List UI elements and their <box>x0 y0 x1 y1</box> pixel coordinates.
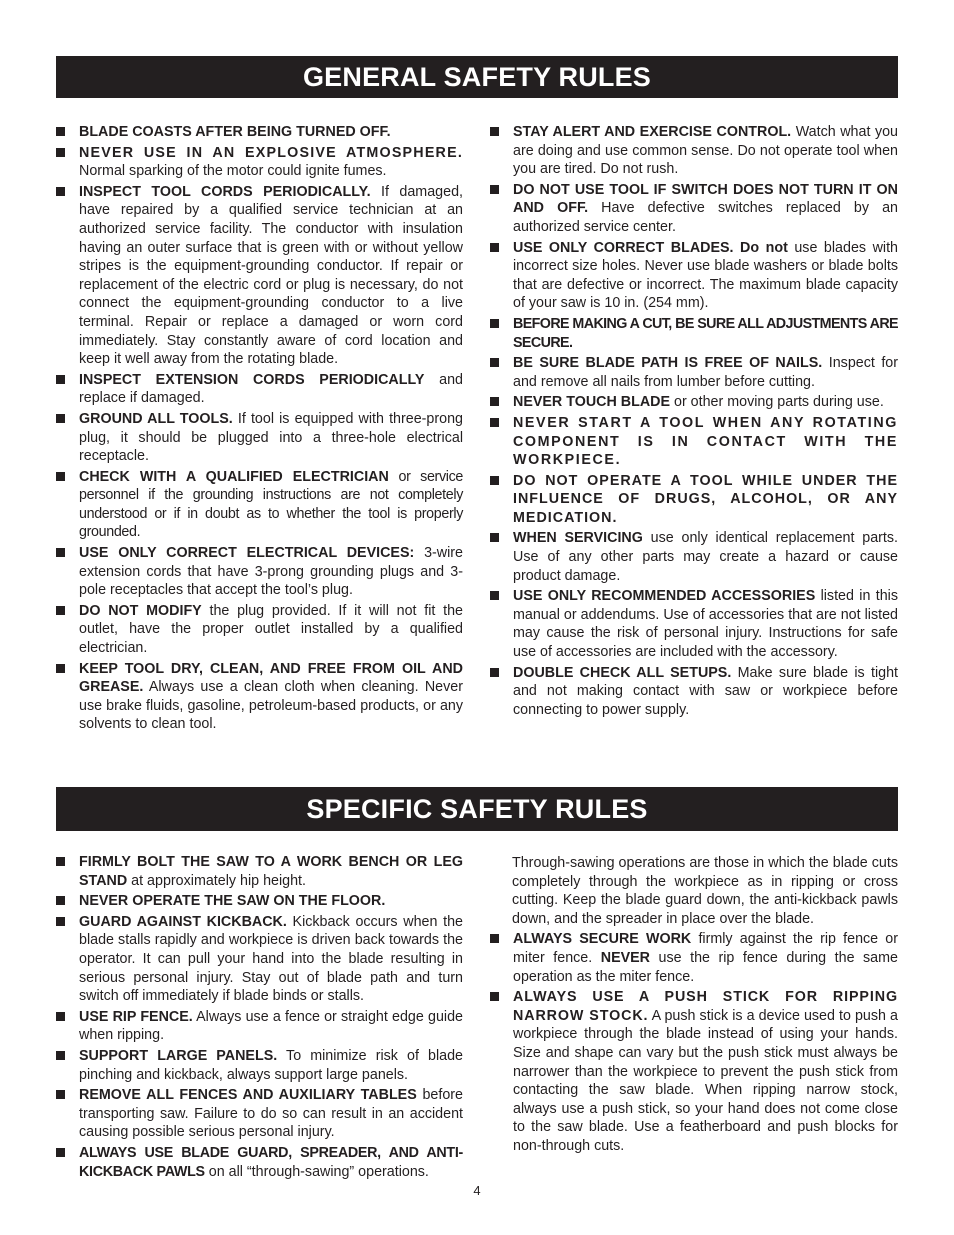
square-bullet-icon <box>490 476 499 485</box>
square-bullet-icon <box>56 917 65 926</box>
rule-text: on all “through-sawing” operations. <box>204 1163 429 1180</box>
square-bullet-icon <box>56 127 65 136</box>
specific-safety-rules-heading: SPECIFIC SAFETY RULES <box>56 787 898 831</box>
rule-item <box>490 529 898 585</box>
rule-item <box>56 892 463 911</box>
rule-item <box>490 393 898 412</box>
rule-text: or other moving parts during use. <box>670 394 884 411</box>
rule-lead: USE RIP FENCE. <box>79 1008 193 1025</box>
rule-text: Always use a fence or straight edge guide when ripping. <box>79 1008 463 1044</box>
rule-lead: BE SURE BLADE PATH IS FREE OF NAILS. <box>513 355 823 372</box>
square-bullet-icon <box>490 243 499 252</box>
rule-item <box>490 354 898 391</box>
square-bullet-icon <box>56 148 65 157</box>
rule-lead: ALWAYS SECURE WORK <box>513 931 692 948</box>
rule-item <box>490 587 898 661</box>
square-bullet-icon <box>490 533 499 542</box>
rule-item <box>56 602 463 658</box>
rule-text: use blades with incorrect size holes. Never use blade washers or blade bolts that are defective or incorrect. The maximum blade capacity of your saw is 10 in. (254 mm). <box>513 239 898 312</box>
square-bullet-icon <box>56 1012 65 1021</box>
rule-lead: BLADE COASTS AFTER BEING TURNED OFF. <box>79 124 391 140</box>
rule-emphasis: NEVER <box>600 949 651 966</box>
rule-item <box>56 1144 463 1181</box>
square-bullet-icon <box>490 127 499 136</box>
rule-item <box>56 144 463 181</box>
square-bullet-icon <box>56 414 65 423</box>
rule-text: Have defective switches replaced by an authorized service center. <box>513 200 898 235</box>
rule-lead: NEVER START A TOOL WHEN ANY ROTATING COMPONENT IS IN CONTACT WITH THE WORKPIECE. <box>513 414 898 469</box>
square-bullet-icon <box>490 992 499 1001</box>
specific-rules-left-column <box>56 853 463 1183</box>
through-sawing-paragraph: Through-sawing operations are those in which the blade cuts completely through the workpiece as in ripping or cross cutting. Keep the blade guard down, the anti-kickback pawls down, and the spreader in place over the blade. <box>512 855 898 927</box>
square-bullet-icon <box>56 548 65 557</box>
rule-item <box>490 315 898 352</box>
rule-lead: DO NOT OPERATE A TOOL WHILE UNDER THE INFLUENCE OF DRUGS, ALCOHOL, OR ANY MEDICATION. <box>513 472 898 526</box>
rule-item <box>490 472 898 528</box>
rule-item <box>490 414 898 470</box>
rule-lead: DOUBLE CHECK ALL SETUPS. <box>513 664 732 681</box>
square-bullet-icon <box>56 857 65 866</box>
rule-lead: DO NOT USE TOOL IF SWITCH DOES NOT TURN IT ON AND OFF. <box>513 181 898 217</box>
rule-text: or service personnel if the grounding instructions are not completely understood or if in doubt as to whether the tool is properly grounded. <box>79 468 463 541</box>
rule-item <box>56 1047 463 1084</box>
rule-item <box>490 930 898 986</box>
square-bullet-icon <box>56 606 65 615</box>
rule-text: before transporting saw. Failure to do so can result in an accident causing possible serious personal injury. <box>79 1087 463 1141</box>
rule-item <box>56 468 463 542</box>
square-bullet-icon <box>490 668 499 677</box>
rule-text: use the rip fence during the same operation as the miter fence. <box>513 949 898 985</box>
rule-text: Kickback occurs when the blade stalls rapidly and workpiece is driven back towards the operator. It can pull your hand into the blade resulting in serious personal injury. Stay out of blade path and turn switch off immediately if blade binds or stalls. <box>79 913 463 1005</box>
rule-lead: WHEN SERVICING <box>513 530 643 547</box>
rule-item <box>490 181 898 237</box>
rule-item <box>56 123 463 142</box>
rule-text: use only identical replacement parts. Use of any other parts may create a hazard or cause product damage. <box>513 530 899 584</box>
square-bullet-icon <box>490 591 499 600</box>
specific-rules-right-column <box>490 854 898 1158</box>
rule-text: Always use a clean cloth when cleaning. Never use brake fluids, gasoline, petroleum-based products, or any solvents to clean tool. <box>79 679 463 733</box>
square-bullet-icon <box>490 358 499 367</box>
rule-text: listed in this manual or addendums. Use of accessories that are not listed may cause the risk of personal injury. Instructions for safe use of accessories are included with the accessory. <box>513 588 898 661</box>
square-bullet-icon <box>490 397 499 406</box>
rule-lead: ALWAYS USE BLADE GUARD, SPREADER, AND ANTI-KICKBACK PAWLS <box>79 1144 463 1180</box>
page-number: 4 <box>473 1183 481 1198</box>
rule-item <box>56 913 463 1006</box>
rule-text: Normal sparking of the motor could ignite fumes. <box>79 163 387 180</box>
rule-text: A push stick is a device used to push a workpiece through the blade instead of using your hands. Size and shape can vary but the push stick must always be narrower than the workpiece to prevent the push stick from contacting the saw blade. When ripping narrow stock, always use a push stick, so your hand does not come close to the saw blade. Use a featherboard and push blocks for non-through cuts. <box>513 1007 898 1154</box>
general-rules-right-column <box>490 123 898 721</box>
rule-lead: INSPECT EXTENSION CORDS PERIODICALLY <box>79 371 425 388</box>
rule-text: Watch what you are doing and use common sense. Do not operate tool when you are tired. Do not rush. <box>513 124 898 178</box>
rule-item <box>56 544 463 600</box>
square-bullet-icon <box>56 896 65 905</box>
rule-item <box>56 1086 463 1142</box>
general-safety-rules-heading: GENERAL SAFETY RULES <box>56 56 898 98</box>
rule-lead: GUARD AGAINST KICKBACK. <box>79 913 287 930</box>
square-bullet-icon <box>56 1090 65 1099</box>
square-bullet-icon <box>490 934 499 943</box>
rule-item <box>56 371 463 408</box>
rule-item <box>56 410 463 466</box>
rule-lead: USE ONLY RECOMMENDED ACCESSORIES <box>513 588 816 605</box>
rule-lead: KEEP TOOL DRY, CLEAN, AND FREE FROM OIL AND GREASE. <box>79 660 463 696</box>
rule-text: If damaged, have repaired by a qualified service technician at an authorized service facility. The conductor with insulation having an outer surface that is green with or without yellow stripes is the equipment-grounding conductor. If repair or replacement of the electric cord or plug is necessary, do not connect the equipment-grounding conductor to a live terminal. Repair or replace a damaged or worn cord immediately. Stay constantly aware of cord location and keep it well away from the rotating blade. <box>79 183 463 368</box>
rule-item <box>490 988 898 1155</box>
rule-lead: NEVER USE IN AN EXPLOSIVE ATMOSPHERE. <box>79 144 463 161</box>
rule-lead: ALWAYS USE A PUSH STICK FOR RIPPING NARROW STOCK. <box>513 989 898 1024</box>
rule-item <box>490 239 898 313</box>
square-bullet-icon <box>56 1148 65 1157</box>
rule-text: Make sure blade is tight and not making contact with saw or workpiece before connecting to power supply. <box>513 664 898 718</box>
rule-lead: SUPPORT LARGE PANELS. <box>79 1047 278 1064</box>
square-bullet-icon <box>56 1051 65 1060</box>
rule-text: 3-wire extension cords that have 3-prong grounding plugs and 3-pole receptacles that accept the tool’s plug. <box>79 545 463 599</box>
rule-item <box>56 660 463 734</box>
rule-lead: USE ONLY CORRECT ELECTRICAL DEVICES: <box>79 545 415 562</box>
rule-lead: DO NOT MODIFY <box>79 602 202 619</box>
rule-text: firmly against the rip fence or miter fence. <box>513 931 899 966</box>
rule-lead: STAY ALERT AND EXERCISE CONTROL. <box>513 124 792 140</box>
rule-item <box>56 183 463 369</box>
rule-lead: FIRMLY BOLT THE SAW TO A WORK BENCH OR LEG STAND <box>79 854 463 889</box>
rule-text: and replace if damaged. <box>79 371 463 407</box>
square-bullet-icon <box>56 472 65 481</box>
rule-lead: CHECK WITH A QUALIFIED ELECTRICIAN <box>79 468 389 485</box>
rule-lead: BEFORE MAKING A CUT, BE SURE ALL ADJUSTMENTS ARE SECURE. <box>513 315 898 351</box>
rule-item <box>490 123 898 179</box>
square-bullet-icon <box>56 187 65 196</box>
general-rules-left-column <box>56 123 463 736</box>
square-bullet-icon <box>56 664 65 673</box>
square-bullet-icon <box>490 319 499 328</box>
rule-lead: REMOVE ALL FENCES AND AUXILIARY TABLES <box>79 1087 417 1104</box>
rule-lead: USE ONLY CORRECT BLADES. Do not <box>513 239 788 256</box>
square-bullet-icon <box>56 375 65 384</box>
rule-item <box>490 664 898 720</box>
rule-lead: INSPECT TOOL CORDS PERIODICALLY. <box>79 183 371 200</box>
square-bullet-icon <box>490 185 499 194</box>
rule-item <box>56 853 463 890</box>
rule-text: Inspect for and remove all nails from lumber before cutting. <box>513 355 899 390</box>
square-bullet-icon <box>490 418 499 427</box>
rule-item <box>56 1008 463 1045</box>
rule-text: at approximately hip height. <box>127 872 307 889</box>
rule-lead: NEVER TOUCH BLADE <box>513 394 671 411</box>
rule-text: the plug provided. If it will not fit the outlet, have the proper outlet installed by a qualified electrician. <box>79 602 463 657</box>
rule-text: To minimize risk of blade pinching and kickback, always support large panels. <box>79 1047 463 1083</box>
rule-lead: NEVER OPERATE THE SAW ON THE FLOOR. <box>79 893 386 910</box>
rule-lead: GROUND ALL TOOLS. <box>79 410 233 427</box>
rule-text: If tool is equipped with three-prong plug, it should be plugged into a three-hole electrical receptacle. <box>79 410 463 465</box>
